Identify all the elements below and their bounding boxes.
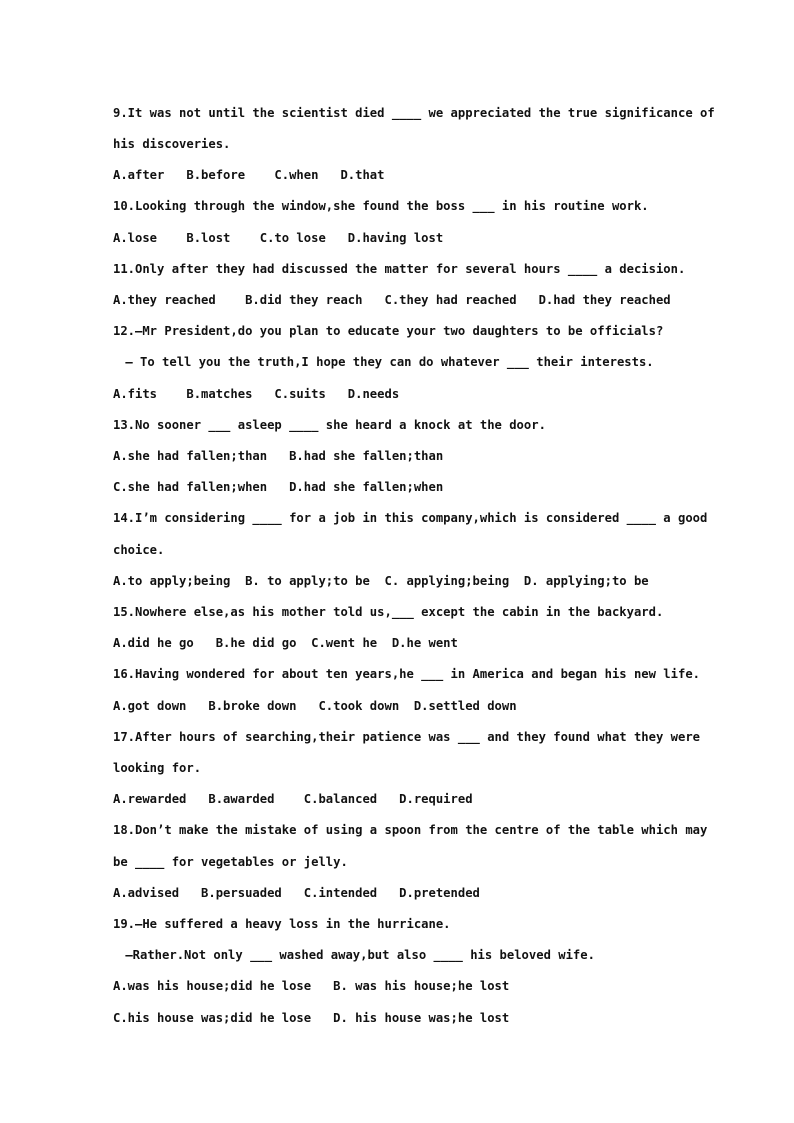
question-15-stem: 15.Nowhere else,as his mother told us,___ except the cabin in the backyard. (113, 605, 664, 619)
question-19-options-ab: A.was his house;did he lose B. was his house;he lost (113, 979, 510, 993)
question-16-options: A.got down B.broke down C.took down D.settled down (113, 699, 517, 713)
question-13-options-ab: A.she had fallen;than B.had she fallen;than (113, 449, 444, 463)
question-14-stem-cont: choice. (113, 543, 165, 557)
question-15-options: A.did he go B.he did go C.went he D.he went (113, 636, 458, 650)
question-14-stem: 14.I’m considering ____ for a job in this company,which is considered ____ a good (113, 511, 708, 525)
question-19-stem: 19.—He suffered a heavy loss in the hurricane. (113, 917, 451, 931)
question-17-stem-cont: looking for. (113, 761, 202, 775)
question-14-options: A.to apply;being B. to apply;to be C. applying;being D. applying;to be (113, 574, 649, 588)
question-18-stem: 18.Don’t make the mistake of using a spoon from the centre of the table which may (113, 823, 708, 837)
question-19-options-cd: C.his house was;did he lose D. his house was;he lost (113, 1011, 510, 1025)
question-16-stem: 16.Having wondered for about ten years,he ___ in America and began his new life. (113, 667, 700, 681)
question-9-stem: 9.It was not until the scientist died ____ we appreciated the true significance of (113, 106, 715, 120)
question-18-options: A.advised B.persuaded C.intended D.pretended (113, 886, 480, 900)
question-9-stem-cont: his discoveries. (113, 137, 231, 151)
question-18-stem-cont: be ____ for vegetables or jelly. (113, 855, 348, 869)
question-13-stem: 13.No sooner ___ asleep ____ she heard a knock at the door. (113, 418, 546, 432)
question-10-options: A.lose B.lost C.to lose D.having lost (113, 231, 444, 245)
question-17-stem: 17.After hours of searching,their patience was ___ and they found what they were (113, 730, 700, 744)
question-9-options: A.after B.before C.when D.that (113, 168, 385, 182)
question-11-options: A.they reached B.did they reach C.they had reached D.had they reached (113, 293, 671, 307)
question-11-stem: 11.Only after they had discussed the matter for several hours ____ a decision. (113, 262, 686, 276)
question-12-reply: — To tell you the truth,I hope they can do whatever ___ their interests. (118, 355, 654, 369)
question-12-options: A.fits B.matches C.suits D.needs (113, 387, 400, 401)
question-10-stem: 10.Looking through the window,she found the boss ___ in his routine work. (113, 199, 649, 213)
question-17-options: A.rewarded B.awarded C.balanced D.required (113, 792, 473, 806)
question-19-reply: —Rather.Not only ___ washed away,but also ____ his beloved wife. (118, 948, 595, 962)
question-13-options-cd: C.she had fallen;when D.had she fallen;when (113, 480, 444, 494)
question-12-stem: 12.—Mr President,do you plan to educate your two daughters to be officials? (113, 324, 664, 338)
